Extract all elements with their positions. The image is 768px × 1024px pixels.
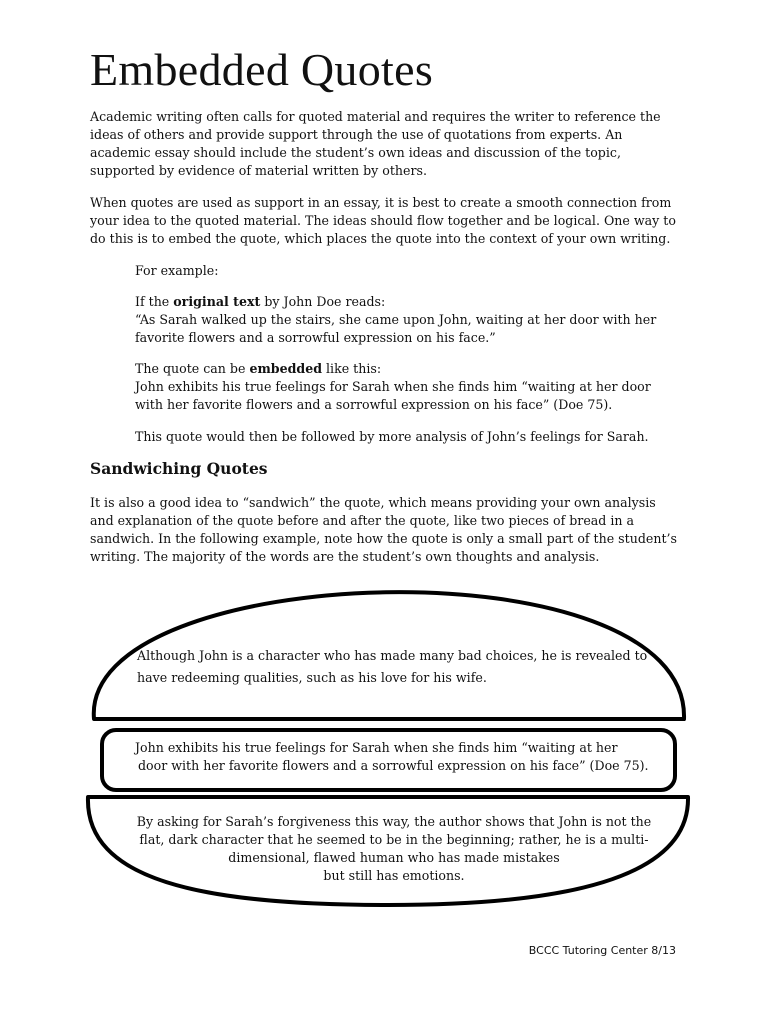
quote-line: “As Sarah walked up the stairs, she came upon John, waiting at her door with her [135,312,657,327]
filling-text [135,739,649,775]
text-line: John exhibits his true feelings for Sarah when she finds him “waiting at her [135,740,618,755]
text-line: dimensional, flawed human who has made mistakes [228,850,560,865]
section-heading: Sandwiching Quotes [90,459,268,478]
text-line: Although John is a character who has made many bad choices, he is revealed to [137,648,648,663]
text-line: This quote would then be followed by more analysis of John’s feelings for Sarah. [135,429,649,444]
text-line: your idea to the quoted material. The ideas should flow together and be logical. One way to [90,213,676,228]
text-line: supported by evidence of material written by others. [90,163,427,178]
top-bun-text [137,647,647,687]
embedded-line: John exhibits his true feelings for Sarah when she finds him “waiting at her door [135,379,651,394]
text-line: and explanation of the quote before and after the quote, like two pieces of bread in a [90,513,635,528]
text-run: like this: [322,361,382,376]
footer-credit: BCCC Tutoring Center 8/13 [528,944,676,957]
text-line: It is also a good idea to “sandwich” the quote, which means providing your own analysis [90,495,656,510]
quote-line: favorite flowers and a sorrowful expression on his face.” [135,330,496,345]
text-line: academic essay should include the student’s own ideas and discussion of the topic, [90,145,621,160]
text-line: sandwich. In the following example, note how the quote is only a small part of the student’s [90,531,677,546]
text-line: When quotes are used as support in an essay, it is best to create a smooth connection from [90,195,672,210]
text-line: Academic writing often calls for quoted material and requires the writer to reference the [90,109,661,124]
text-run: If the [135,294,174,309]
text-line: have redeeming qualities, such as his love for his wife. [137,670,487,685]
text-line: flat, dark character that he seemed to be in the beginning; rather, he is a multi- [139,832,649,847]
text-line: By asking for Sarah’s forgiveness this way, the author shows that John is not the [136,814,652,829]
text-line: ideas of others and provide support through the use of quotations from experts. An [90,127,623,142]
text-line: writing. The majority of the words are the student’s own thoughts and analysis. [90,549,600,564]
text-line: door with her favorite flowers and a sorrowful expression on his face” (Doe 75). [138,758,649,773]
bold-text: original text [173,294,261,309]
text-run: by John Doe reads: [260,294,386,309]
embedded-line: with her favorite flowers and a sorrowful expression on his face” (Doe 75). [135,397,613,412]
bottom-bun-text [135,813,653,885]
text-line: For example: [135,263,219,278]
bold-text: embedded [249,361,323,376]
text-line: but still has emotions. [323,868,465,883]
text-run: The quote can be [135,361,250,376]
page-title: Embedded Quotes [90,44,434,95]
text-line: do this is to embed the quote, which places the quote into the context of your own writing. [90,231,671,246]
